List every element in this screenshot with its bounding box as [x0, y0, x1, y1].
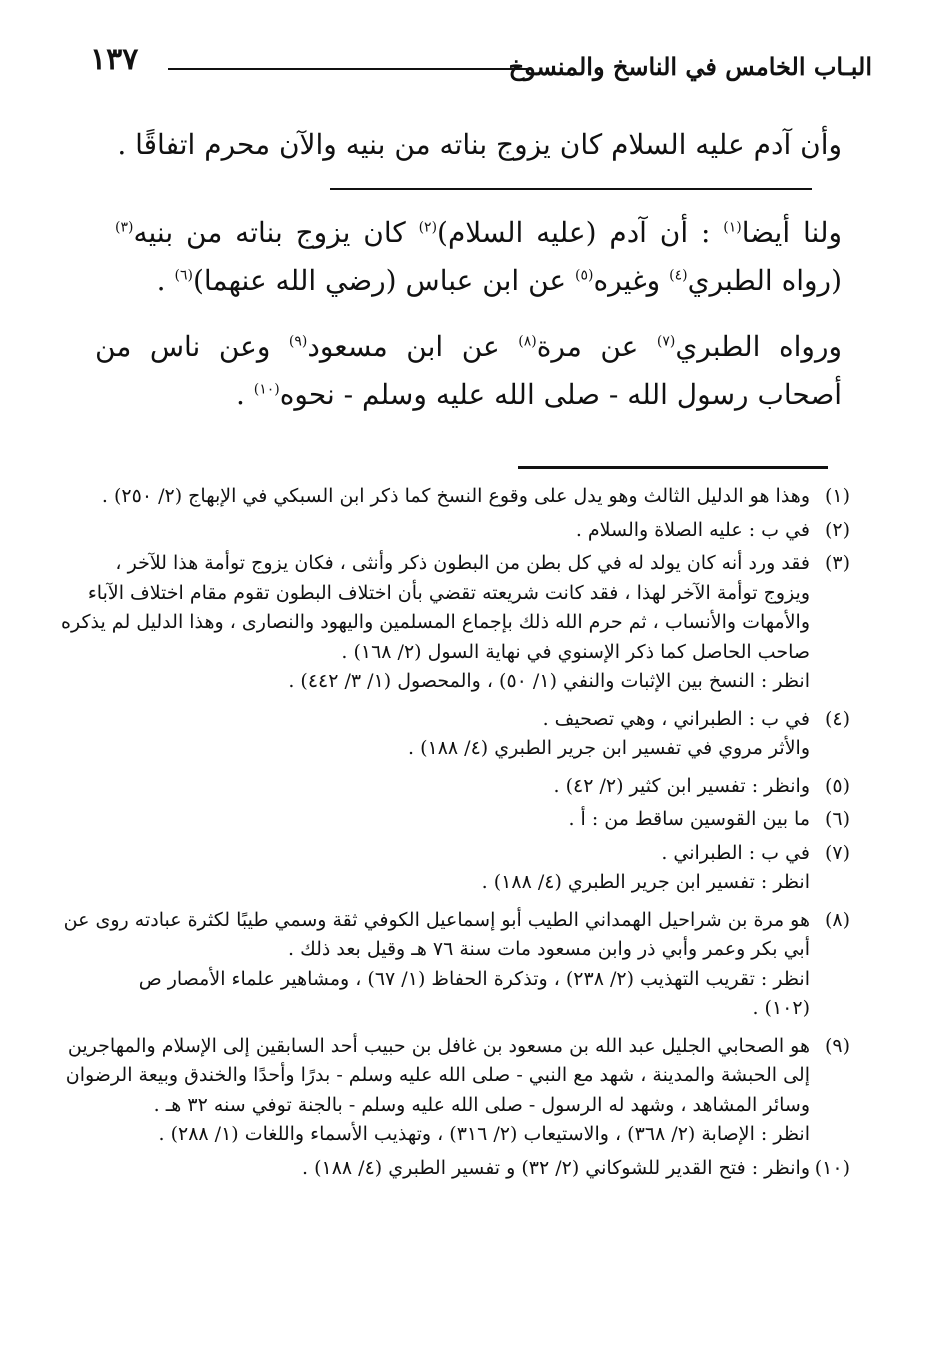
- footnote-text: وهذا هو الدليل الثالث وهو يدل على وقوع النسخ كما ذكر ابن السبكي في الإبهاج (٢/ ٢٥٠) .: [101, 485, 810, 507]
- footnote-text: انظر : الإصابة (٢/ ٣٦٨) ، والاستيعاب (٢/ ٣١٦) ، وتهذيب الأسماء واللغات (١/ ٢٨٨) .: [158, 1123, 810, 1145]
- main-text-segment: : أن آدم (عليه السلام): [437, 216, 724, 249]
- footnote-number: (١٠): [814, 1156, 850, 1179]
- footnote-text: في ب : الطبراني ، وهي تصحيف .: [542, 707, 810, 730]
- main-text-segment: وغيره: [593, 264, 670, 297]
- footnote-9: [60, 1032, 850, 1150]
- footnote-ref-7[interactable]: (٧): [656, 333, 676, 350]
- footnote-line: [60, 516, 850, 546]
- footnote-5: [60, 772, 850, 802]
- footnotes: [60, 482, 850, 1183]
- footnote-number: (١): [824, 485, 850, 507]
- main-text-segment: عن مرة: [536, 330, 657, 363]
- footnote-ref-2[interactable]: (٢): [418, 219, 438, 236]
- main-text-line-3: [157, 264, 842, 297]
- main-text-segment: عن ابن مسعود: [307, 330, 519, 363]
- footnote-3: [60, 549, 850, 697]
- main-text-segment: (رواه الطبري: [687, 264, 842, 297]
- footnote-ref-5[interactable]: (٥): [575, 267, 594, 284]
- footnote-text: (١٠٢) .: [752, 997, 810, 1019]
- footnote-text: وانظر : تفسير ابن كثير (٢/ ٤٢) .: [553, 774, 810, 797]
- footnote-line: [60, 772, 850, 802]
- footnote-text: ويزوج توأمة الآخر لهذا ، فقد كانت شريعته تقضي بأن اختلاف البطون تقوم مقام اختلاف الآباء: [87, 581, 810, 604]
- footnote-number: (٣): [824, 552, 850, 574]
- main-text-line-2: [115, 216, 842, 249]
- footnote-6: [60, 805, 850, 835]
- footnote-text: في ب : الطبراني .: [661, 841, 810, 864]
- footnote-text: انظر : تفسير ابن جرير الطبري (٤/ ١٨٨) .: [481, 871, 810, 893]
- chapter-title: البـاب الخامس في الناسخ والمنسوخ: [508, 52, 872, 81]
- footnote-number: (٨): [824, 908, 850, 931]
- page-number: ١٣٧: [90, 42, 139, 77]
- footnote-ref-1[interactable]: (١): [723, 219, 742, 236]
- footnote-ref-8[interactable]: (٨): [518, 333, 537, 350]
- main-text-line-1: وأن آدم عليه السلام كان يزوج بناته من بنيه والآن محرم اتفاقًا .: [117, 128, 842, 161]
- footnote-number: (٢): [824, 518, 850, 541]
- main-text-segment: أصحاب رسول الله - صلى الله عليه وسلم - نحوه: [279, 378, 842, 411]
- footnote-text: انظر : تقريب التهذيب (٢/ ٢٣٨) ، وتذكرة الحفاظ (١/ ٦٧) ، ومشاهير علماء الأمصار ص: [138, 967, 810, 990]
- footnote-text: صاحب الحاصل كما ذكر الإسنوي في نهاية السول (٢/ ١٦٨) .: [341, 640, 810, 663]
- footnote-2: [60, 516, 850, 546]
- footnote-number: (٥): [824, 774, 850, 797]
- footnote-4: [60, 705, 850, 764]
- footnote-number: (٧): [824, 841, 850, 864]
- footnote-number: (٦): [824, 808, 850, 830]
- footnote-line: [60, 839, 850, 869]
- main-text-segment: عن ابن عباس (رضي الله عنهما): [192, 264, 575, 297]
- main-text-segment: ولنا أيضا: [741, 216, 843, 249]
- footnote-text: وسائر المشاهد ، وشهد له الرسول - صلى الله عليه وسلم - بالجنة توفي سنه ٣٢ هـ .: [153, 1093, 810, 1116]
- footnote-separator: [518, 466, 828, 469]
- footnote-text: وانظر : فتح القدير للشوكاني (٢/ ٣٢) و تفسير الطبري (٤/ ١٨٨) .: [302, 1156, 810, 1179]
- footnote-line: [60, 549, 850, 579]
- footnote-text: ما بين القوسين ساقط من : أ .: [568, 808, 810, 830]
- footnote-8: [60, 906, 850, 1024]
- footnote-1: [60, 482, 850, 512]
- footnote-text: فقد ورد أنه كان يولد له في كل بطن من البطون ذكر وأنثى ، فكان يزوج توأمة هذا للآخر ،: [115, 552, 810, 574]
- main-text-line-4: [95, 330, 842, 363]
- main-text-segment: .: [235, 378, 254, 411]
- footnote-text: هو مرة بن شراحيل الهمداني الطيب أبو إسماعيل الكوفي ثقة وسمي طيبًا لكثرة عبادته روى عن: [63, 908, 810, 931]
- footnote-number: (٤): [824, 707, 850, 730]
- main-text-segment: .: [156, 264, 175, 297]
- footnote-line: [60, 906, 850, 936]
- main-text-line-5: [236, 378, 842, 411]
- footnote-text: انظر : النسخ بين الإثبات والنفي (١/ ٥٠) ، والمحصول (١/ ٣/ ٤٤٢) .: [288, 670, 810, 692]
- footnote-number: (٩): [824, 1034, 850, 1057]
- main-text-segment: وعن ناس من: [95, 330, 289, 363]
- footnote-text: إلى الحبشة والمدينة ، شهد مع النبي - صلى الله عليه وسلم - بدرًا وأحدًا والخندق وبيعة الرضوان: [65, 1064, 810, 1086]
- footnote-text: في ب : عليه الصلاة والسلام .: [575, 518, 810, 541]
- footnote-ref-10[interactable]: (١٠): [253, 381, 280, 398]
- footnote-text: هو الصحابي الجليل عبد الله بن مسعود بن غافل بن حبيب أحد السابقين إلى الإسلام والمهاجرين: [67, 1034, 810, 1057]
- footnote-10: [60, 1154, 850, 1184]
- footnote-text: والأثر مروي في تفسير ابن جرير الطبري (٤/ ١٨٨) .: [407, 737, 810, 759]
- footnote-line: [60, 1032, 850, 1062]
- footnote-7: [60, 839, 850, 898]
- header-rule: [168, 68, 528, 70]
- main-text-segment: كان يزوج بناته من بنيه: [133, 216, 419, 249]
- section-rule: [330, 188, 812, 190]
- footnote-text: أبي بكر وعمر وأبي ذر وابن مسعود مات سنة ٧٦ هـ وقيل بعد ذلك .: [287, 938, 810, 960]
- footnote-ref-4[interactable]: (٤): [669, 267, 688, 284]
- footnote-ref-9[interactable]: (٩): [288, 333, 308, 350]
- main-text-segment: ورواه الطبري: [675, 330, 842, 363]
- footnote-line: [60, 1154, 850, 1184]
- footnote-ref-6[interactable]: (٦): [174, 267, 193, 284]
- footnote-text: والأمهات والأنساب ، ثم حرم الله ذلك بإجماع المسلمين واليهود والنصارى ، وهذا الدليل لم يذكره: [61, 611, 810, 633]
- footnote-line: [60, 705, 850, 735]
- footnote-ref-3[interactable]: (٣): [115, 219, 134, 236]
- footnote-line: [60, 482, 850, 512]
- footnote-line: [60, 805, 850, 835]
